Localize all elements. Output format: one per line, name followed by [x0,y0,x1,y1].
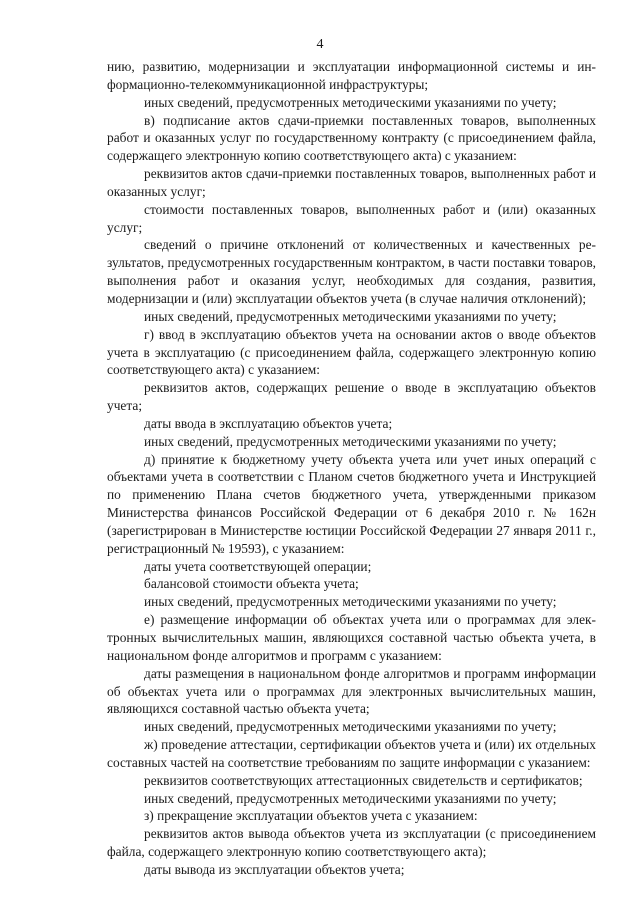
paragraph-item-zh: ж) проведение аттестации, сертификации объектов учета и (или) их отдельных составных частей на соответствие требованиям по защите информации с указанием: [107,737,596,770]
paragraph: сведений о причине отклонений от количественных и качественных результатов, предусмотренных государственным контрактом, в части поставки товаров, выполнения работ и оказания услуг, необходимых для создания, развития, модернизации и (или) эксплуатации объектов учета (в случае наличия отклонений); [107,237,596,306]
paragraph: даты учета соответствующей операции; [144,558,372,574]
paragraph: реквизитов соответствующих аттестационных свидетельств и сертификатов; [144,772,583,788]
paragraph-other-info: иных сведений, предусмотренных методическими указаниями по учету; [144,433,557,449]
paragraph-item-d: д) принятие к бюджетному учету объекта учета или учет иных операций с объектами учета в соответствии с Планом счетов бюджетного учета и Инструкцией по применению Плана счетов бюджетного учета, утвержденными приказом Министерства финансов Российской Федерации от 6 декабря 2010 г. № 162н (зарегистрирован в Министерстве юстиции Российской Федерации 27 января 2011 г., регистрационный № 19593), с указанием: [107,451,596,556]
paragraph: стоимости поставленных товаров, выполненных работ и (или) оказанных услуг; [107,201,596,235]
document-body [107,58,596,879]
paragraph: реквизитов актов сдачи-приемки поставленных товаров, выполненных работ и оказанных услуг; [107,166,596,199]
paragraph: даты ввода в эксплуатацию объектов учета; [144,415,393,431]
paragraph-other-info: иных сведений, предусмотренных методическими указаниями по учету; [144,790,557,806]
paragraph-continuation: нию, развитию, модернизации и эксплуатации информационной системы и информационно-телекоммуникационной инфраструктуры; [107,59,596,92]
paragraph-item-v: в) подписание актов сдачи-приемки поставленных товаров, выполненных работ и оказанных услуг по государственному контракту (с присоединением файла, содержащего электронную копию соответствующего акта) с указанием: [107,112,596,164]
paragraph-other-info: иных сведений, предусмотренных методическими указаниями по учету; [144,719,557,735]
paragraph-item-e: е) размещение информации об объектах учета или о программах для электронных вычислительных машин, являющихся составной частью объекта учета, в национальном фонде алгоритмов и программ с указанием: [107,612,596,663]
paragraph: балансовой стоимости объекта учета; [144,576,359,592]
paragraph-item-g: г) ввод в эксплуатацию объектов учета на основании актов о вводе объектов учета в эксплуатацию (с присоединением файла, содержащего электронную копию соответствующего акта) с указанием: [107,326,596,378]
paragraph-item-z: з) прекращение эксплуатации объектов учета с указанием: [144,808,478,824]
paragraph: реквизитов актов, содержащих решение о вводе в эксплуатацию объектов учета; [107,380,596,414]
paragraph-other-info: иных сведений, предусмотренных методическими указаниями по учету; [144,94,557,110]
paragraph: даты вывода из эксплуатации объектов учета; [144,861,405,877]
paragraph-other-info: иных сведений, предусмотренных методическими указаниями по учету; [144,308,557,324]
paragraph: даты размещения в национальном фонде алгоритмов и программ информации об объектах учета или о программах для электронных вычислительных машин, являющихся составной частью объекта учета; [107,665,596,717]
page-number: 4 [316,37,324,52]
paragraph: реквизитов актов вывода объектов учета из эксплуатации (с присоединением файла, содержащего электронную копию соответствующего акта); [107,826,596,860]
paragraph-other-info: иных сведений, предусмотренных методическими указаниями по учету; [144,594,557,610]
